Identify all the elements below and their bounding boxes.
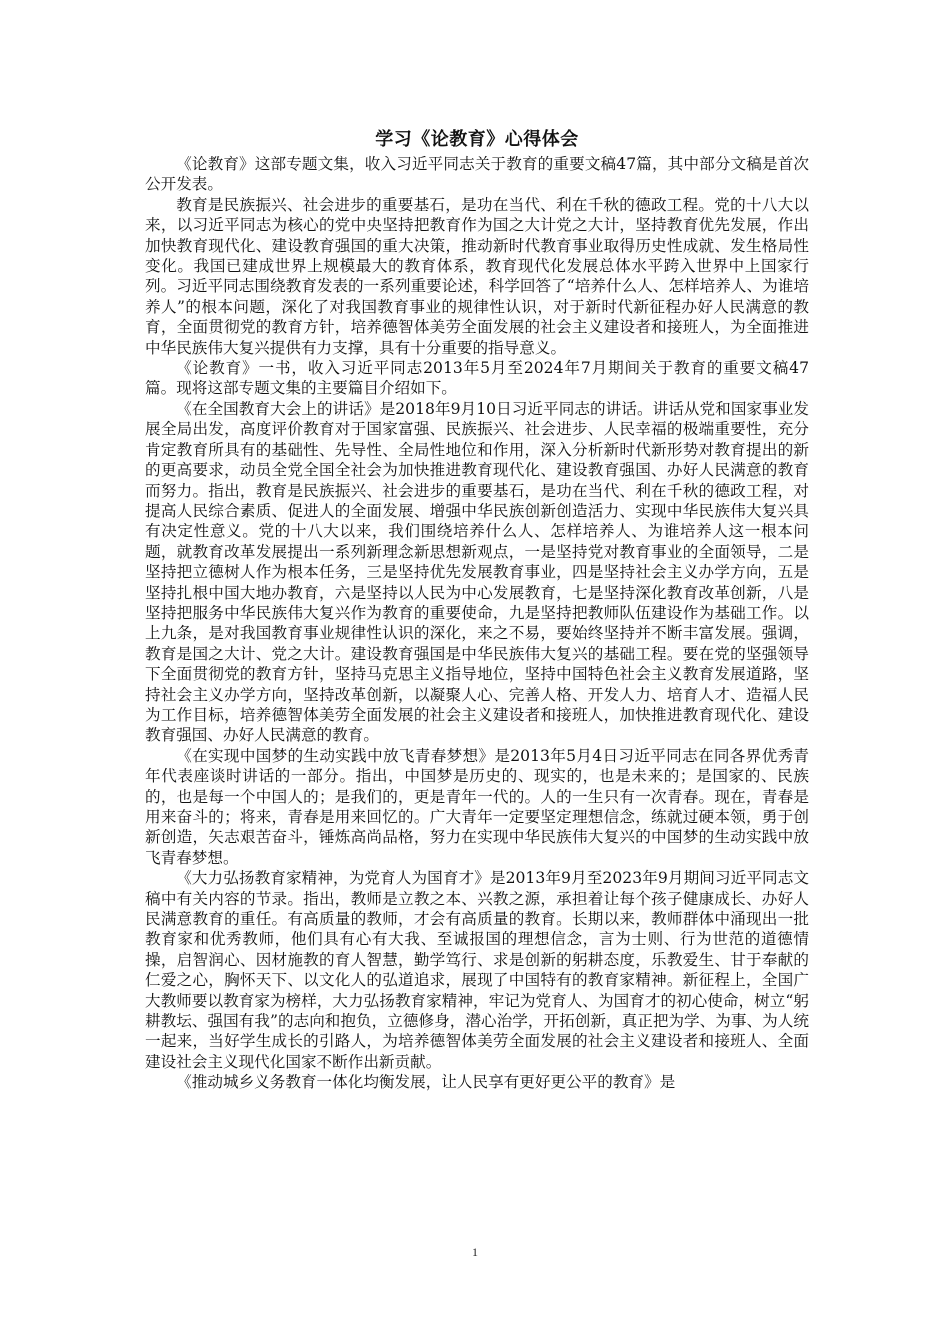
paragraph-compulsory-education: 《推动城乡义务教育一体化均衡发展，让人民享有更好更公平的教育》是 [176,1073,676,1092]
paragraph-significance: 教育是民族振兴、社会进步的重要基石，是功在当代、利在千秋的德政工程。党的十八大以来，以习近平同志为核心的党中央坚持把教育作为国之大计党之大计，坚持教育优先发展，作出加快教育现代化、建设教育强国的重大决策，推动新时代教育事业取得历史性成就、发生格局性变化。我国已建成世界上规模最大的教育体系，教育现代化发展总体水平跨入世界中上国家行列。习近平同志围绕教育发表的一系列重要论述，科学回答了“培养什么人、怎样培养人、为谁培养人”的根本问题，深化了对我国教育事业的规律性认识，对于新时代新征程办好人民满意的教育，全面贯彻党的教育方针，培养德智体美劳全面发展的社会主义建设者和接班人，为全面推进中华民族伟大复兴提供有力支撑，具有十分重要的指导意义。 [145,195,809,357]
paragraph-national-education-conference: 《在全国教育大会上的讲话》是2018年9月10日习近平同志的讲话。讲话从党和国家事业发展全局出发，高度评价教育对于国家富强、民族振兴、社会进步、人民幸福的极端重要性，充分肯定教育所具有的基础性、先导性、全局性地位和作用，深入分析新时代新形势对教育提出的新的更高要求，动员全党全国全社会为加快推进教育现代化、建设教育强国、办好人民满意的教育而努力。指出，教育是民族振兴、社会进步的重要基石，是功在当代、利在千秋的德政工程，对提高人民综合素质、促进人的全面发展、增强中华民族创新创造活力、实现中华民族伟大复兴具有决定性意义。党的十八大以来，我们围绕培养什么人、怎样培养人、为谁培养人这一根本问题，就教育改革发展提出一系列新理念新思想新观点，一是坚持党对教育事业的全面领导，二是坚持把立德树人作为根本任务，三是坚持优先发展教育事业，四是坚持社会主义办学方向，五是坚持扎根中国大地办教育，六是坚持以人民为中心发展教育，七是坚持深化教育改革创新，八是坚持把服务中华民族伟大复兴作为教育的重要使命，九是坚持把教师队伍建设作为基础工作。以上九条，是对我国教育事业规律性认识的深化，来之不易，要始终坚持并不断丰富发展。强调，教育是国之大计、党之大计。建设教育强国是中华民族伟大复兴的基础工程。要在党的坚强领导下全面贯彻党的教育方针，坚持马克思主义指导地位，坚持中国特色社会主义教育发展道路，坚持社会主义办学方向，坚持改革创新，以凝聚人心、完善人格、开发人力、培育人才、造福人民为工作目标，培养德智体美劳全面发展的社会主义建设者和接班人，加快推进教育现代化、建设教育强国、办好人民满意的教育。 [145,399,809,745]
page-number: 1 [472,1245,478,1259]
paragraph-youth-dream: 《在实现中国梦的生动实践中放飞青春梦想》是2013年5月4日习近平同志在同各界优秀青年代表座谈时讲话的一部分。指出，中国梦是历史的、现实的，也是未来的；是国家的、民族的，也是每一个中国人的；是我们的，更是青年一代的。人的一生只有一次青春。现在，青春是用来奋斗的；将来，青春是用来回忆的。广大青年一定要坚定理想信念，练就过硬本领，勇于创新创造，矢志艰苦奋斗，锤炼高尚品格，努力在实现中华民族伟大复兴的中国梦的生动实践中放飞青春梦想。 [145,746,809,867]
paragraph-contents-overview: 《论教育》一书，收入习近平同志2013年5月至2024年7月期间关于教育的重要文稿47篇。现将这部专题文集的主要篇目介绍如下。 [145,359,809,398]
document-page [145,128,809,1093]
document-title: 学习《论教育》心得体会 [375,129,579,150]
paragraph-intro: 《论教育》这部专题文集，收入习近平同志关于教育的重要文稿47篇，其中部分文稿是首次公开发表。 [145,155,809,194]
paragraph-educator-spirit: 《大力弘扬教育家精神，为党育人为国育才》是2013年9月至2023年9月期间习近平同志文稿中有关内容的节录。指出，教师是立教之本、兴教之源，承担着让每个孩子健康成长、办好人民满意教育的重任。有高质量的教师，才会有高质量的教育。长期以来，教师群体中涌现出一批教育家和优秀教师，他们具有心有大我、至诚报国的理想信念，言为士则、行为世范的道德情操，启智润心、因材施教的育人智慧，勤学笃行、求是创新的躬耕态度，乐教爱生、甘于奉献的仁爱之心，胸怀天下、以文化人的弘道追求，展现了中国特有的教育家精神。新征程上，全国广大教师要以教育家为榜样，大力弘扬教育家精神，牢记为党育人、为国育才的初心使命，树立“躬耕教坛、强国有我”的志向和抱负，立德修身，潜心治学，开拓创新，真正把为学、为事、为人统一起来，当好学生成长的引路人，为培养德智体美劳全面发展的社会主义建设者和接班人、全面建设社会主义现代化国家不断作出新贡献。 [145,869,809,1071]
